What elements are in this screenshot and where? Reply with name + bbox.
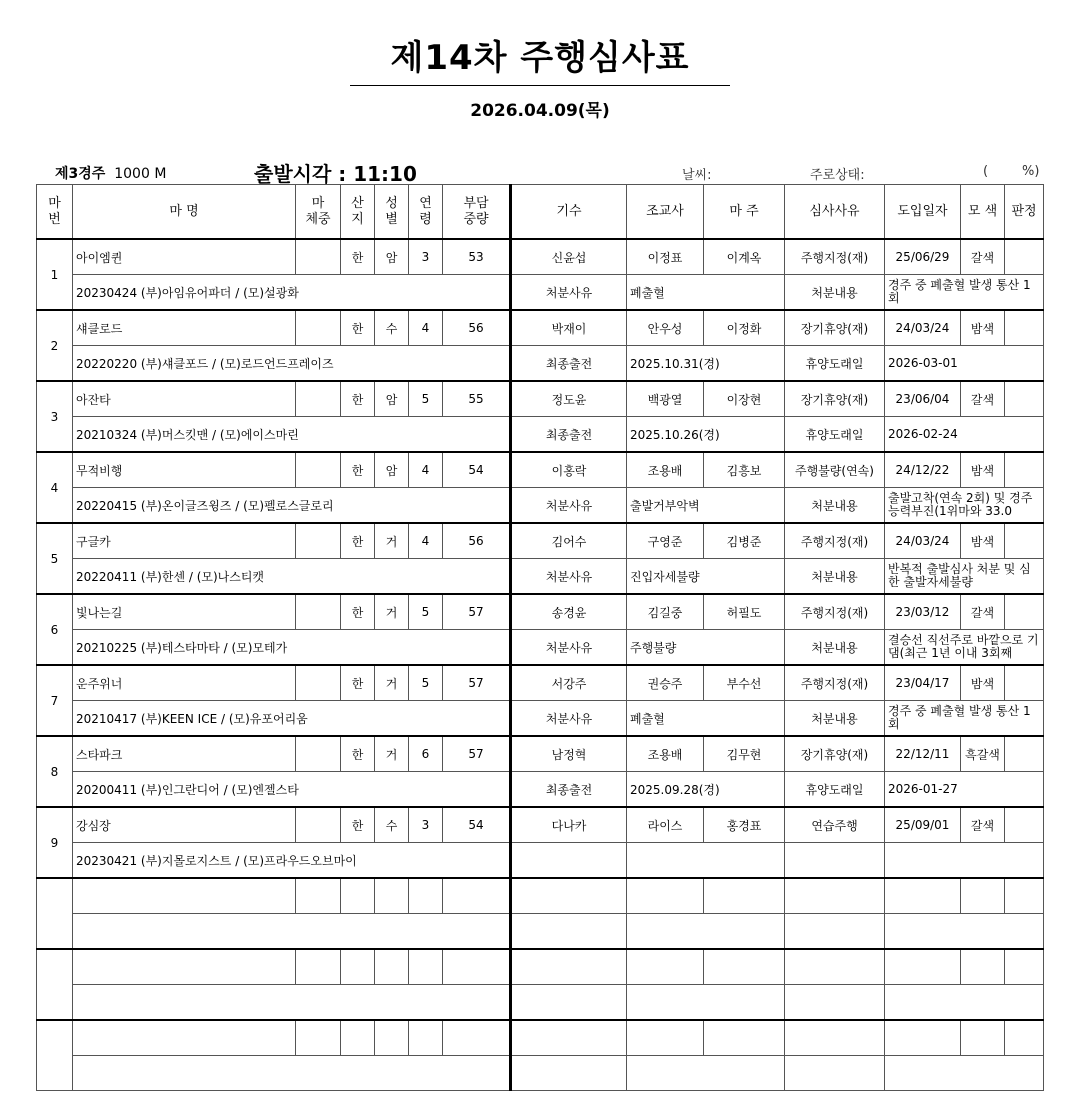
owner-name: 부수선 (704, 665, 785, 701)
disposition-value-1: 2025.09.28(경) (627, 772, 785, 808)
horse-origin: 한 (341, 523, 375, 559)
moisture-pct: %) (1022, 164, 1040, 179)
disposition-label-1: 최종출전 (511, 346, 627, 382)
coat-color: 흑갈색 (961, 736, 1005, 772)
screening-reason: 장기휴양(재) (785, 736, 885, 772)
horse-row-detail (37, 488, 1044, 524)
screening-reason (785, 949, 885, 985)
coat-color: 밤색 (961, 452, 1005, 488)
screening-reason: 주행지정(재) (785, 594, 885, 630)
horse-body-weight (296, 1020, 341, 1056)
disposition-label-2: 휴양도래일 (785, 417, 885, 453)
horse-name: 무적비행 (73, 452, 296, 488)
burden-weight (443, 949, 511, 985)
horse-sex: 수 (375, 310, 409, 346)
trainer-name: 이정표 (627, 239, 704, 275)
horse-origin: 한 (341, 807, 375, 843)
trainer-name (627, 949, 704, 985)
weather-label: 날씨: (682, 168, 712, 183)
horse-age: 4 (409, 310, 443, 346)
disposition-value-2: 결승선 직선주로 바깥으로 기댐(최근 1년 이내 3회째 (885, 630, 1044, 666)
intro-date: 24/03/24 (885, 310, 961, 346)
disposition-value-1: 진입자세불량 (627, 559, 785, 595)
disposition-label-1 (511, 843, 627, 879)
owner-name: 김병준 (704, 523, 785, 559)
header-jockey: 기수 (511, 185, 627, 240)
trainer-name: 김길중 (627, 594, 704, 630)
disposition-label-2: 처분내용 (785, 701, 885, 737)
horse-row-detail (37, 772, 1044, 808)
trainer-name: 권승주 (627, 665, 704, 701)
disposition-label-2 (785, 1056, 885, 1091)
disposition-label-1: 처분사유 (511, 701, 627, 737)
horse-row-main (37, 381, 1044, 417)
trainer-name: 안우성 (627, 310, 704, 346)
horse-body-weight (296, 523, 341, 559)
header-age: 연 령 (409, 185, 443, 240)
horse-number: 7 (37, 665, 73, 736)
owner-name: 김흥보 (704, 452, 785, 488)
horse-row-detail (37, 1056, 1044, 1091)
horse-name: 강심장 (73, 807, 296, 843)
coat-color: 갈색 (961, 594, 1005, 630)
horse-age: 5 (409, 665, 443, 701)
horse-sex: 암 (375, 239, 409, 275)
screening-reason: 장기휴양(재) (785, 310, 885, 346)
screening-reason: 주행지정(재) (785, 523, 885, 559)
horse-body-weight (296, 239, 341, 275)
disposition-label-1: 처분사유 (511, 559, 627, 595)
moisture-paren: ( (983, 164, 989, 179)
screening-reason (785, 878, 885, 914)
horse-body-weight (296, 878, 341, 914)
disposition-value-1: 폐출혈 (627, 275, 785, 311)
trainer-name (627, 1020, 704, 1056)
pedigree: 20220220 (부)섀클포드 / (모)로드언드프레이즈 (73, 346, 511, 382)
disposition-label-2: 처분내용 (785, 559, 885, 595)
disposition-label-2 (785, 914, 885, 950)
horse-row-main (37, 665, 1044, 701)
burden-weight: 57 (443, 594, 511, 630)
disposition-label-1: 처분사유 (511, 630, 627, 666)
disposition-value-1: 출발거부악벽 (627, 488, 785, 524)
horse-origin: 한 (341, 736, 375, 772)
jockey-name (511, 878, 627, 914)
trainer-name: 조용배 (627, 736, 704, 772)
verdict-cell (1005, 736, 1044, 772)
jockey-name: 정도윤 (511, 381, 627, 417)
header-verdict: 판정 (1005, 185, 1044, 240)
horse-number (37, 1020, 73, 1091)
owner-name (704, 1020, 785, 1056)
header-burden: 부담 중량 (443, 185, 511, 240)
disposition-value-2: 경주 중 폐출혈 발생 통산 1회 (885, 275, 1044, 311)
header-no: 마 번 (37, 185, 73, 240)
horse-age (409, 1020, 443, 1056)
jockey-name: 김어수 (511, 523, 627, 559)
horse-body-weight (296, 949, 341, 985)
horse-name: 스타파크 (73, 736, 296, 772)
horse-name (73, 878, 296, 914)
burden-weight: 57 (443, 736, 511, 772)
horse-row-main (37, 239, 1044, 275)
disposition-label-2: 처분내용 (785, 275, 885, 311)
header-origin: 산 지 (341, 185, 375, 240)
horse-origin (341, 949, 375, 985)
horse-origin: 한 (341, 310, 375, 346)
header-row (37, 185, 1044, 240)
horse-age: 3 (409, 239, 443, 275)
horse-body-weight (296, 452, 341, 488)
jockey-name (511, 949, 627, 985)
coat-color (961, 1020, 1005, 1056)
horse-origin: 한 (341, 665, 375, 701)
screening-reason: 연습주행 (785, 807, 885, 843)
verdict-cell (1005, 807, 1044, 843)
verdict-cell (1005, 381, 1044, 417)
horse-row-main (37, 594, 1044, 630)
disposition-value-2 (885, 914, 1044, 950)
coat-color (961, 878, 1005, 914)
header-sex: 성 별 (375, 185, 409, 240)
disposition-value-2 (885, 985, 1044, 1021)
horse-row-detail (37, 417, 1044, 453)
horse-origin: 한 (341, 594, 375, 630)
header-name: 마 명 (73, 185, 296, 240)
owner-name: 이장현 (704, 381, 785, 417)
disposition-value-2: 출발고착(연속 2회) 및 경주능력부진(1위마와 33.0 (885, 488, 1044, 524)
horse-age (409, 949, 443, 985)
horse-origin: 한 (341, 381, 375, 417)
header-owner: 마 주 (704, 185, 785, 240)
intro-date (885, 878, 961, 914)
screening-reason: 주행지정(재) (785, 239, 885, 275)
disposition-value-2: 반복적 출발심사 처분 및 심한 출발자세불량 (885, 559, 1044, 595)
verdict-cell (1005, 1020, 1044, 1056)
disposition-label-1 (511, 1056, 627, 1091)
horse-row-main (37, 1020, 1044, 1056)
coat-color: 밤색 (961, 310, 1005, 346)
owner-name (704, 949, 785, 985)
intro-date: 25/09/01 (885, 807, 961, 843)
horse-row-detail (37, 914, 1044, 950)
disposition-value-1 (627, 985, 785, 1021)
horse-age: 5 (409, 594, 443, 630)
trainer-name: 구영준 (627, 523, 704, 559)
coat-color: 밤색 (961, 665, 1005, 701)
horse-sex (375, 1020, 409, 1056)
disposition-label-1: 최종출전 (511, 417, 627, 453)
jockey-name: 박재이 (511, 310, 627, 346)
horse-body-weight (296, 381, 341, 417)
pedigree: 20220415 (부)온이글즈윙즈 / (모)펠로스글로리 (73, 488, 511, 524)
burden-weight (443, 1020, 511, 1056)
horse-sex: 거 (375, 594, 409, 630)
horse-row-detail (37, 346, 1044, 382)
horse-name: 섀클로드 (73, 310, 296, 346)
pedigree: 20200411 (부)인그란디어 / (모)엔젤스타 (73, 772, 511, 808)
horse-sex: 암 (375, 452, 409, 488)
burden-weight: 53 (443, 239, 511, 275)
coat-color: 갈색 (961, 239, 1005, 275)
horse-sex: 거 (375, 736, 409, 772)
horse-number: 9 (37, 807, 73, 878)
disposition-label-1 (511, 985, 627, 1021)
verdict-cell (1005, 665, 1044, 701)
disposition-value-1: 2025.10.31(경) (627, 346, 785, 382)
race-distance: 1000 M (114, 166, 167, 182)
disposition-label-1: 최종출전 (511, 772, 627, 808)
jockey-name: 다나카 (511, 807, 627, 843)
pedigree: 20230421 (부)지몰로지스트 / (모)프라우드오브마이 (73, 843, 511, 879)
header-intro-date: 도입일자 (885, 185, 961, 240)
burden-weight: 54 (443, 452, 511, 488)
horse-number: 8 (37, 736, 73, 807)
header-weight: 마 체중 (296, 185, 341, 240)
horse-row-main (37, 452, 1044, 488)
horse-name (73, 949, 296, 985)
trainer-name (627, 878, 704, 914)
jockey-name: 이홍락 (511, 452, 627, 488)
horse-number (37, 878, 73, 949)
screening-reason (785, 1020, 885, 1056)
disposition-label-1: 처분사유 (511, 275, 627, 311)
trainer-name: 조용배 (627, 452, 704, 488)
verdict-cell (1005, 310, 1044, 346)
intro-date: 23/04/17 (885, 665, 961, 701)
track-condition-label: 주로상태: (810, 168, 865, 183)
disposition-value-1: 2025.10.26(경) (627, 417, 785, 453)
disposition-label-1: 처분사유 (511, 488, 627, 524)
verdict-cell (1005, 949, 1044, 985)
pedigree: 20210417 (부)KEEN ICE / (모)유포어리움 (73, 701, 511, 737)
owner-name: 김무현 (704, 736, 785, 772)
horse-sex (375, 949, 409, 985)
horse-body-weight (296, 665, 341, 701)
disposition-value-2 (885, 1056, 1044, 1091)
pedigree: 20210225 (부)테스타마타 / (모)모테가 (73, 630, 511, 666)
horse-number: 3 (37, 381, 73, 452)
pedigree: 20220411 (부)한센 / (모)나스티캣 (73, 559, 511, 595)
horse-name: 아잔타 (73, 381, 296, 417)
intro-date: 23/03/12 (885, 594, 961, 630)
disposition-label-2 (785, 843, 885, 879)
pedigree (73, 1056, 511, 1091)
burden-weight: 56 (443, 523, 511, 559)
verdict-cell (1005, 523, 1044, 559)
horse-age: 4 (409, 523, 443, 559)
horse-row-detail (37, 630, 1044, 666)
horse-name: 아이엠퀸 (73, 239, 296, 275)
jockey-name: 남정혁 (511, 736, 627, 772)
screening-reason: 주행지정(재) (785, 665, 885, 701)
disposition-label-2: 휴양도래일 (785, 772, 885, 808)
disposition-value-2 (885, 843, 1044, 879)
burden-weight: 56 (443, 310, 511, 346)
horse-row-main (37, 736, 1044, 772)
burden-weight: 55 (443, 381, 511, 417)
jockey-name: 송경윤 (511, 594, 627, 630)
owner-name: 허필도 (704, 594, 785, 630)
pedigree (73, 914, 511, 950)
jockey-name (511, 1020, 627, 1056)
horse-number: 1 (37, 239, 73, 310)
horse-rows (37, 239, 1044, 1091)
horse-row-detail (37, 275, 1044, 311)
intro-date: 24/12/22 (885, 452, 961, 488)
horse-row-main (37, 807, 1044, 843)
owner-name: 홍경표 (704, 807, 785, 843)
disposition-value-1 (627, 914, 785, 950)
horse-age: 4 (409, 452, 443, 488)
verdict-cell (1005, 878, 1044, 914)
horse-name (73, 1020, 296, 1056)
start-time: 출발시각 : 11:10 (254, 162, 417, 186)
burden-weight (443, 878, 511, 914)
verdict-cell (1005, 594, 1044, 630)
horse-row-main (37, 878, 1044, 914)
disposition-value-2: 경주 중 폐출혈 발생 통산 1회 (885, 701, 1044, 737)
intro-date (885, 1020, 961, 1056)
horse-age: 5 (409, 381, 443, 417)
disposition-value-2: 2026-02-24 (885, 417, 1044, 453)
race-number: 제3경주 (55, 166, 106, 182)
screening-reason: 장기휴양(재) (785, 381, 885, 417)
disposition-value-1 (627, 843, 785, 879)
horse-name: 구글카 (73, 523, 296, 559)
horse-age: 6 (409, 736, 443, 772)
owner-name: 이정화 (704, 310, 785, 346)
horse-sex: 수 (375, 807, 409, 843)
owner-name: 이계옥 (704, 239, 785, 275)
header-coat-color: 모 색 (961, 185, 1005, 240)
horse-origin: 한 (341, 239, 375, 275)
screening-table (36, 184, 1044, 1091)
burden-weight: 57 (443, 665, 511, 701)
intro-date: 24/03/24 (885, 523, 961, 559)
horse-sex: 거 (375, 665, 409, 701)
horse-name: 빛나는길 (73, 594, 296, 630)
pedigree: 20210324 (부)머스킷맨 / (모)에이스마린 (73, 417, 511, 453)
owner-name (704, 878, 785, 914)
horse-body-weight (296, 310, 341, 346)
horse-origin: 한 (341, 452, 375, 488)
disposition-value-1: 주행불량 (627, 630, 785, 666)
disposition-label-2 (785, 985, 885, 1021)
coat-color: 갈색 (961, 381, 1005, 417)
horse-sex: 암 (375, 381, 409, 417)
trainer-name: 라이스 (627, 807, 704, 843)
horse-row-main (37, 523, 1044, 559)
disposition-label-1 (511, 914, 627, 950)
jockey-name: 서강주 (511, 665, 627, 701)
trainer-name: 백광열 (627, 381, 704, 417)
intro-date (885, 949, 961, 985)
horse-number: 2 (37, 310, 73, 381)
intro-date: 23/06/04 (885, 381, 961, 417)
horse-body-weight (296, 594, 341, 630)
horse-origin (341, 1020, 375, 1056)
pedigree (73, 985, 511, 1021)
disposition-label-2: 처분내용 (785, 488, 885, 524)
header-trainer: 조교사 (627, 185, 704, 240)
verdict-cell (1005, 239, 1044, 275)
coat-color (961, 949, 1005, 985)
horse-number: 6 (37, 594, 73, 665)
horse-age: 3 (409, 807, 443, 843)
intro-date: 25/06/29 (885, 239, 961, 275)
horse-body-weight (296, 807, 341, 843)
horse-row-main (37, 949, 1044, 985)
verdict-cell (1005, 452, 1044, 488)
disposition-value-1 (627, 1056, 785, 1091)
horse-row-detail (37, 843, 1044, 879)
horse-row-main (37, 310, 1044, 346)
horse-age (409, 878, 443, 914)
pedigree: 20230424 (부)아임유어파더 / (모)설광화 (73, 275, 511, 311)
horse-number (37, 949, 73, 1020)
intro-date: 22/12/11 (885, 736, 961, 772)
screening-reason: 주행불량(연속) (785, 452, 885, 488)
disposition-label-2: 휴양도래일 (785, 346, 885, 382)
horse-body-weight (296, 736, 341, 772)
horse-sex: 거 (375, 523, 409, 559)
horse-name: 운주위너 (73, 665, 296, 701)
disposition-value-2: 2026-01-27 (885, 772, 1044, 808)
horse-number: 4 (37, 452, 73, 523)
horse-row-detail (37, 701, 1044, 737)
race-info-bar (0, 158, 1080, 184)
disposition-label-2: 처분내용 (785, 630, 885, 666)
coat-color: 밤색 (961, 523, 1005, 559)
horse-origin (341, 878, 375, 914)
burden-weight: 54 (443, 807, 511, 843)
page-title: 제14차 주행심사표 (350, 30, 729, 86)
jockey-name: 신윤섭 (511, 239, 627, 275)
disposition-value-2: 2026-03-01 (885, 346, 1044, 382)
header-reason: 심사사유 (785, 185, 885, 240)
horse-sex (375, 878, 409, 914)
horse-number: 5 (37, 523, 73, 594)
disposition-value-1: 폐출혈 (627, 701, 785, 737)
coat-color: 갈색 (961, 807, 1005, 843)
horse-row-detail (37, 559, 1044, 595)
race-date: 2026.04.09(목) (470, 101, 610, 121)
horse-row-detail (37, 985, 1044, 1021)
